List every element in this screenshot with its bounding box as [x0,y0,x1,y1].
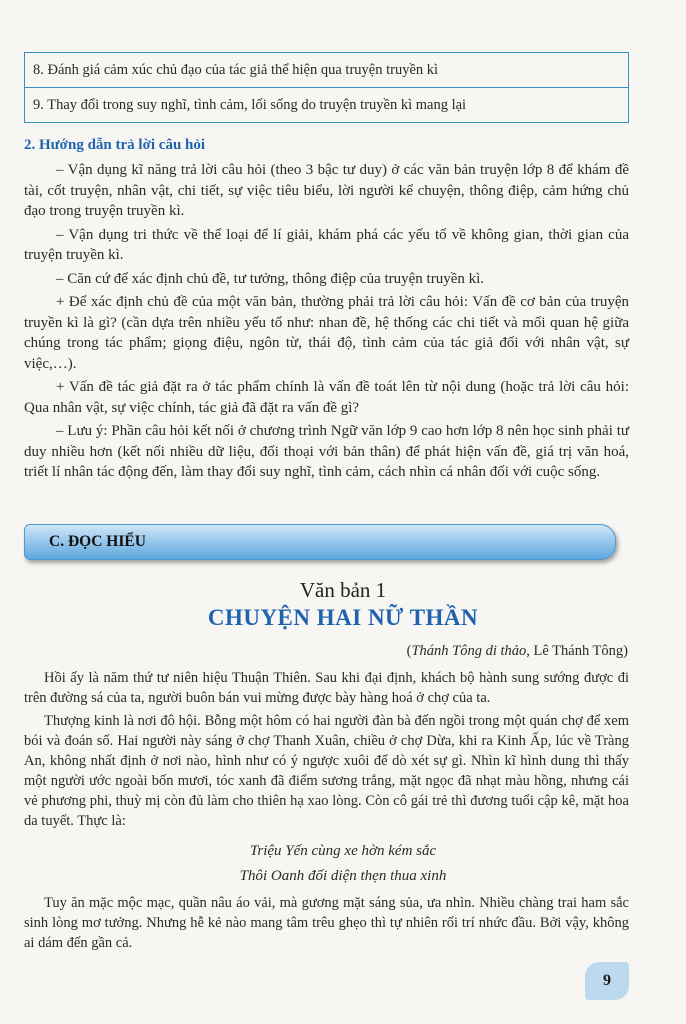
guidance-paragraph: – Lưu ý: Phần câu hỏi kết nối ở chương trình Ngữ văn lớp 9 cao hơn lớp 8 nên học sinh phải tư duy nhiều hơn (kết nối nhiều dữ liệu, đối thoại với bản thân) để phát hiện vấn đề, giá trị văn hoá, triết lí nhân tác động đến, làm thay đổi suy nghĩ, tình cảm, cách nhìn cá nhân đối với cuộc sống. [24,423,629,480]
criteria-table [24,52,629,123]
story-body-2 [24,893,629,956]
section-banner [24,524,616,560]
guidance-paragraph: + Vấn đề tác giả đặt ra ở tác phẩm chính là vấn đề toát lên từ nội dung (hoặc trả lời câu hỏi: Qua nhân vật, sự việc chính, tác giả đã đặt ra vấn đề gì? [24,379,629,416]
guidance-heading: 2. Hướng dẫn trả lời câu hỏi [24,137,206,153]
section-banner-label: C. ĐỌC HIỂU [49,533,146,550]
verse-line: Triệu Yến cùng xe hờn kém sắc [249,843,437,859]
guidance-paragraph: – Căn cứ để xác định chủ đề, tư tưởng, thông điệp của truyện truyền kì. [56,270,485,287]
page-number: 9 [585,962,629,1000]
text-label: Văn bản 1 [299,578,387,602]
story-body-1 [24,668,629,834]
guidance-paragraph: + Để xác định chủ đề của một văn bản, thường phải trả lời câu hỏi: Vấn đề cơ bản của truyện truyền kì là gì? (cần dựa trên nhiều yếu tố như: nhan đề, hệ thống các chi tiết và mối quan hệ giữa chúng trong tác phẩm; giọng điệu, ngôn từ, thái độ, tình cảm của tác giả đối với nhân vật, sự việc,…). [24,294,629,372]
story-paragraph: Hồi ấy là năm thứ tư niên hiệu Thuận Thiên. Sau khi đại định, khách bộ hành sung sướng được đi trên đường sá của ta, người buôn bán vui mừng được bày hàng hoá ở chợ của ta. [24,670,629,706]
source-citation [407,643,628,660]
story-title: CHUYỆN HAI NỮ THẦN [207,605,479,630]
guidance-paragraph: – Vận dụng kĩ năng trả lời câu hỏi (theo 3 bậc tư duy) ở các văn bản truyện lớp 8 để khám đề tài, cốt truyện, nhân vật, chi tiết, sự việc tiêu biểu, lời người kể chuyện, thông điệp, cảm hứng chủ đạo trong truyện truyền kì. [24,162,629,219]
table-cell: 8. Đánh giá cảm xúc chủ đạo của tác giả thể hiện qua truyện truyền kì [25,53,629,88]
source-open: ( [406,643,412,659]
story-paragraph: Thượng kinh là nơi đô hội. Bỗng một hôm có hai người đàn bà đến ngồi trong một quán chợ để xem bói và đoán số. Hai người này sáng ở chợ Thanh Xuân, chiều ở chợ Dừa, khi ra Kinh Ấp, lúc về Tràng An, không nhất định ở nơi nào, hình như có ý ngược xuôi để dò xét sự gì. Nhìn kĩ hình dung thì thấy một người ước ngoài bốn mươi, tóc xanh đã điểm sương trắng, mặt ngọc đã nhạt màu hồng, nhưng cái vẻ phương phi, thuỳ mị còn đủ làm cho thiên hạ xao lòng. Còn cô gái trẻ thì đương tuổi cập kê, mặt hoa da tuyết. Thực là: [24,713,629,829]
story-paragraph: Tuy ăn mặc mộc mạc, quần nâu áo vải, mà gương mặt sáng sủa, ưa nhìn. Nhiều chàng trai ham sắc sinh lòng mơ tưởng. Nhưng hễ kẻ nào mang tâm trêu ghẹo thì tự nhiên rối trí nhức đầu. Bởi vậy, không ai dám đến gần cả. [24,895,629,951]
guidance-paragraph: – Vận dụng tri thức về thể loại để lí giải, khám phá các yếu tố về không gian, thời gian của truyện truyền kì. [24,226,629,263]
guidance-body [24,160,629,486]
verse-line: Thôi Oanh đối diện thẹn thua xinh [239,868,447,884]
table-row [25,88,629,123]
table-row [25,53,629,88]
source-work: Thánh Tông di thảo [411,643,527,659]
source-author: , Lê Thánh Tông) [526,643,628,659]
table-cell: 9. Thay đổi trong suy nghĩ, tình cảm, lối sống do truyện truyền kì mang lại [25,88,629,123]
